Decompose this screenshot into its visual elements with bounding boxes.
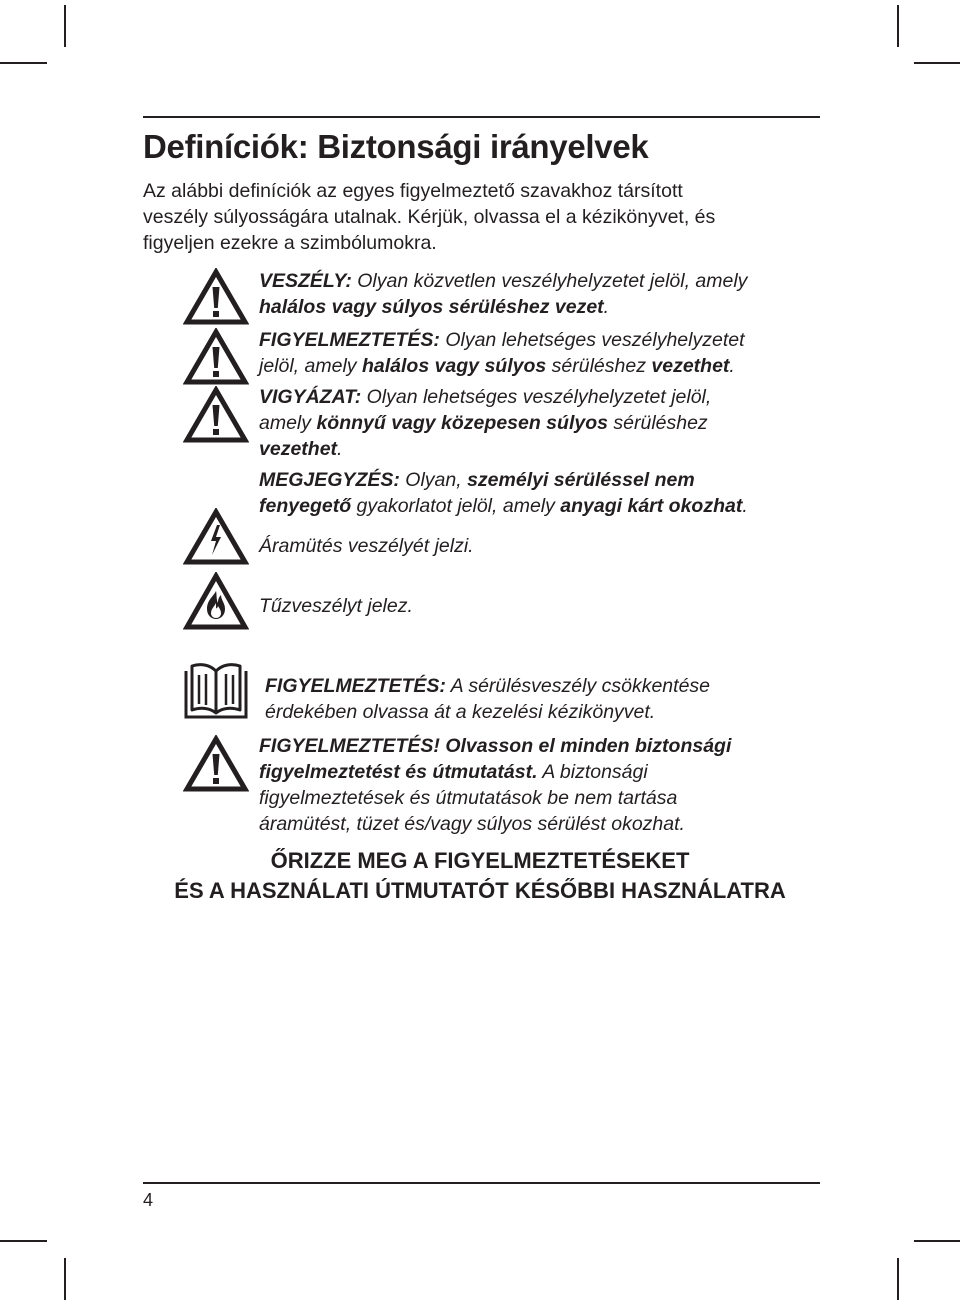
intro-line: Az alábbi definíciók az egyes figyelmeztető szavakhoz társított [143,180,683,202]
manual-warning [265,673,710,725]
emphasis-text: halálos vagy súlyos sérüléshez vezet [259,296,604,318]
emphasis-text: fenyegető [259,495,352,517]
text-run: sérüléshez [607,412,708,434]
intro-line: figyeljen ezekre a szimbólumokra. [143,232,437,254]
text-run: A biztonsági [537,761,648,783]
text-line [259,759,731,785]
text-run: gyakorlatot jelöl, amely [351,495,561,517]
caution-label: VIGYÁZAT: [259,386,362,408]
top-rule [143,116,820,118]
text-line [259,733,731,759]
crop-mark [64,1258,66,1300]
text-run: jelöl, amely [259,355,362,377]
fire-definition [259,593,413,619]
emphasis-text: vezethet [651,355,730,377]
emphasis-text: anyagi kárt okozhat [560,495,743,517]
emphasis-text: figyelmeztetést és útmutatást. [259,761,538,783]
notice-definition [259,467,748,519]
text-line [259,467,748,493]
text-run: . [337,438,343,460]
warning-label: FIGYELMEZTETÉS: [265,675,446,697]
text-line [259,410,711,436]
page-number: 4 [143,1190,154,1210]
warning-label: FIGYELMEZTETÉS: [259,329,440,351]
text-line [259,384,711,410]
crop-mark [897,5,899,47]
text-line [259,327,745,353]
notice-line: ÉS A HASZNÁLATI ÚTMUTATÓT KÉSŐBBI HASZNÁLATRA [174,878,786,903]
emphasis-text: vezethet [259,438,338,460]
read-manual-icon [183,662,249,720]
emphasis-text: személyi sérüléssel nem [467,469,695,491]
fire-text: Tűzveszélyt jelez. [259,595,413,617]
crop-mark [64,5,66,47]
keep-instructions-notice [80,846,880,906]
crop-mark [0,1240,47,1242]
text-run: Olyan közvetlen veszélyhelyzetet jelöl, amely [351,270,748,292]
text-run: Olyan lehetséges veszélyhelyzetet [439,329,745,351]
text-run: amely [259,412,317,434]
emphasis-text: könnyű vagy közepesen súlyos [316,412,608,434]
shock-text: Áramütés veszélyét jelzi. [259,535,474,557]
text-run: . [729,355,735,377]
emphasis-text: FIGYELMEZTETÉS! Olvasson el minden biztonsági [259,735,732,757]
electric-shock-icon [183,508,249,566]
crop-mark [914,62,960,64]
text-line: érdekében olvassa át a kezelési kézikönyvet. [265,701,656,723]
intro-line: veszély súlyosságára utalnak. Kérjük, olvassa el a kézikönyvet, és [143,206,716,228]
text-line [259,294,747,320]
text-run: A sérülésveszély csökkentése [445,675,711,697]
page-title: Definíciók: Biztonsági irányelvek [143,128,649,165]
text-line: áramütést, tüzet és/vagy súlyos sérülést okozhat. [259,813,685,835]
crop-mark [897,1258,899,1300]
caution-definition [259,384,711,462]
general-warning [259,733,731,837]
notice-label: MEGJEGYZÉS: [259,469,400,491]
danger-label: VESZÉLY: [259,270,352,292]
warning-triangle-icon [183,386,249,444]
text-run: sérüléshez [546,355,652,377]
bottom-rule [143,1182,820,1184]
shock-definition [259,533,474,559]
warning-triangle-icon [183,268,249,326]
text-line [265,673,710,699]
emphasis-text: halálos vagy súlyos [361,355,547,377]
text-line [259,353,745,379]
danger-definition [259,268,747,320]
warning-triangle-icon [183,328,249,386]
notice-line: ŐRIZZE MEG A FIGYELMEZTETÉSEKET [270,848,690,873]
crop-mark [914,1240,960,1242]
fire-hazard-icon [183,572,249,632]
text-line [259,493,748,519]
text-line [259,436,711,462]
text-run: Olyan, [399,469,468,491]
text-line: figyelmeztetések és útmutatások be nem tartása [259,787,678,809]
text-run: Olyan lehetséges veszélyhelyzetet jelöl, [361,386,712,408]
intro-paragraph [143,178,803,256]
crop-mark [0,62,47,64]
warning-definition [259,327,745,379]
text-run: . [742,495,748,517]
text-line [259,268,747,294]
warning-triangle-icon [183,735,249,793]
text-run: . [603,296,610,318]
